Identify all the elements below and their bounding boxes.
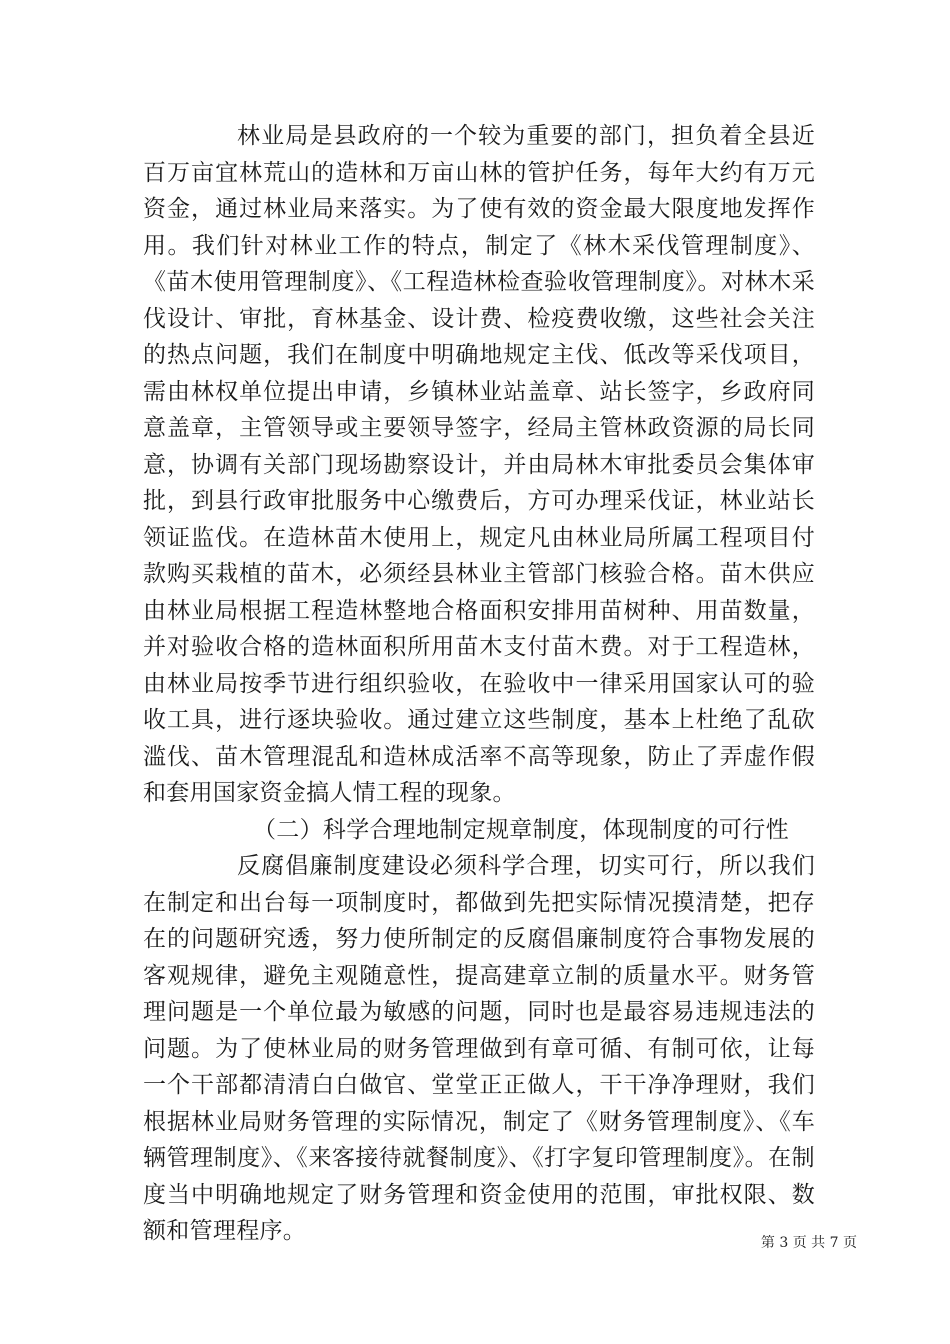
paragraph-forestry-management: 林业局是县政府的一个较为重要的部门，担负着全县近百万亩宜林荒山的造林和万亩山林的管护任务，每年大约有万元资金，通过林业局来落实。为了使有效的资金最大限度地发挥作用。我们针对林业工作的特点，制定了《林木采伐管理制度》、《苗木使用管理制度》、《工程造林检查验收管理制度》。对林木采伐设计、审批，育林基金、设计费、检疫费收缴，这些社会关注的热点问题，我们在制度中明确地规定主伐、低改等采伐项目，需由林权单位提出申请，乡镇林业站盖章、站长签字，乡政府同意盖章，主管领导或主要领导签字，经局主管林政资源的局长同意，协调有关部门现场勘察设计，并由局林木审批委员会集体审批，到县行政审批服务中心缴费后，方可办理采伐证，林业站长领证监伐。在造林苗木使用上，规定凡由林业局所属工程项目付款购买栽植的苗木，必须经县林业主管部门核验合格。苗木供应由林业局根据工程造林整地合格面积安排用苗树种、用苗数量，并对验收合格的造林面积所用苗木支付苗木费。对于工程造林，由林业局按季节进行组织验收，在验收中一律采用国家认可的验收工具，进行逐块验收。通过建立这些制度，基本上杜绝了乱砍滥伐、苗木管理混乱和造林成活率不高等现象，防止了弄虚作假和套用国家资金搞人情工程的现象。	[143, 123, 815, 806]
section-heading-2: （二）科学合理地制定规章制度，体现制度的可行性	[253, 816, 789, 843]
paragraph-anti-corruption-system: 反腐倡廉制度建设必须科学合理，切实可行，所以我们在制定和出台每一项制度时，都做到先把实际情况摸清楚，把存在的问题研究透，努力使所制定的反腐倡廉制度符合事物发展的客观规律，避免主观随意性，提高建章立制的质量水平。财务管理问题是一个单位最为敏感的问题，同时也是最容易违规违法的问题。为了使林业局的财务管理做到有章可循、有制可依，让每一个干部都清清白白做官、堂堂正正做人，干干净净理财，我们根据林业局财务管理的实际情况，制定了《财务管理制度》、《车辆管理制度》、《来客接待就餐制度》、《打字复印管理制度》。在制度当中明确地规定了财务管理和资金使用的范围，审批权限、数额和管理程序。	[143, 853, 815, 1244]
document-body	[143, 118, 815, 1250]
page-number-footer: 第 3 页 共 7 页	[760, 1235, 857, 1251]
